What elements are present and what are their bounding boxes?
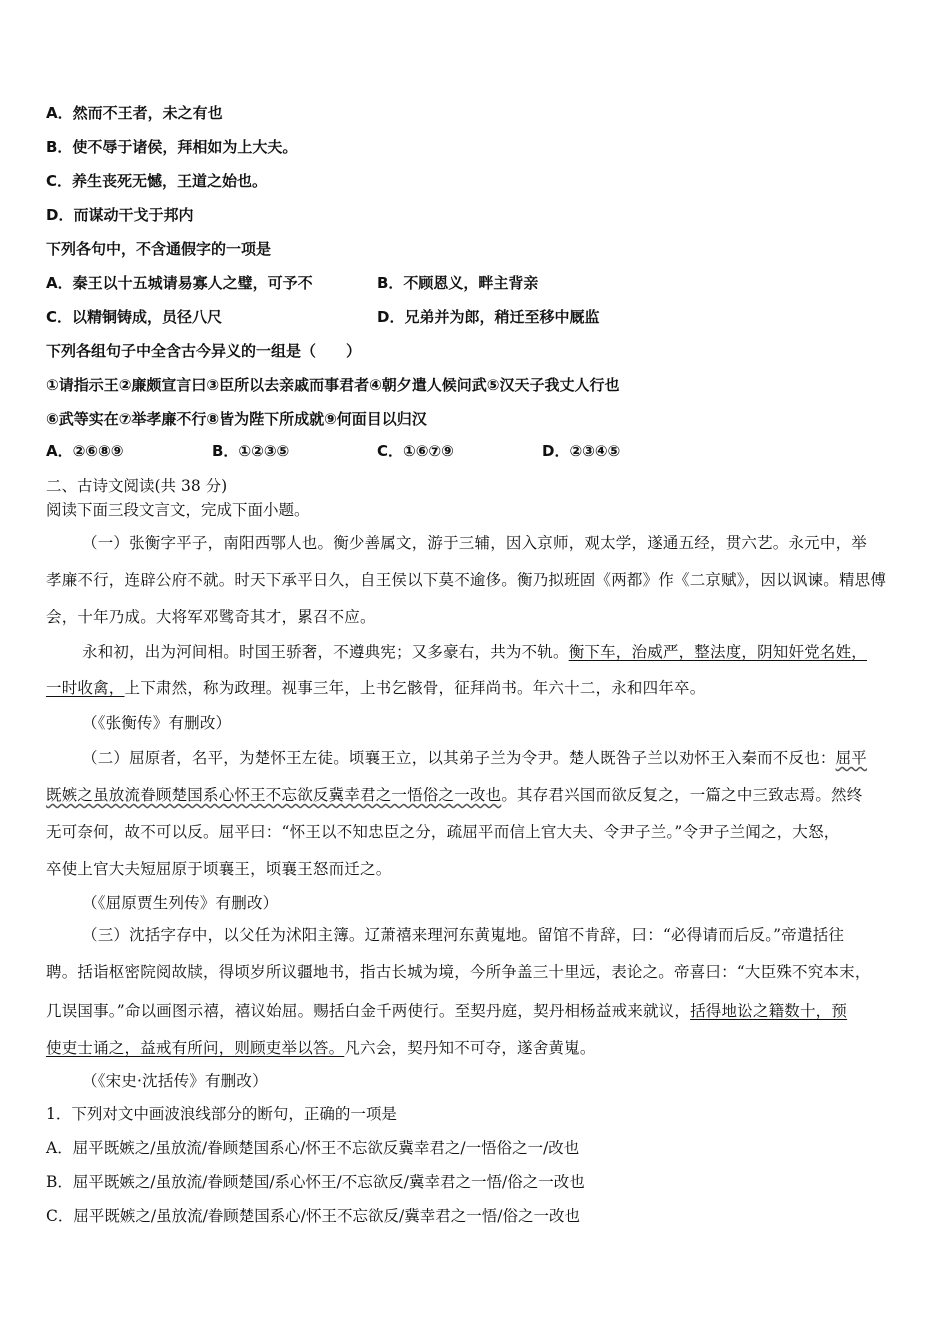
passage3-source: （《宋史·沈括传》有删改）: [82, 1072, 268, 1090]
section-title: 二、古诗文阅读(共 38 分): [46, 477, 228, 495]
section-intro: 阅读下面三段文言文，完成下面小题。: [46, 501, 310, 519]
passage1-source: （《张衡传》有删改）: [82, 714, 232, 732]
gujin-stem: 下列各组句子中全含古今异义的一组是（ ）: [46, 342, 362, 360]
gujin-option-a: A．②⑥⑧⑨: [46, 442, 124, 460]
passage1-underlined-part1: 衡下车，治威严，整法度，阴知奸党名姓，: [568, 643, 868, 661]
passage3-underlined-part2: 使吏士诵之，益戒有所问，则顾吏举以答。: [46, 1039, 345, 1057]
gujin-option-d: D．②③④⑤: [542, 442, 621, 460]
question1-option-c: C．屈平既嫉之/虽放流/眷顾楚国系心/怀王不忘欲反/冀幸君之一悟/俗之一改也: [46, 1207, 580, 1225]
passage2-line2: [46, 785, 862, 805]
passage2-wavy-part2: 既嫉之虽放流眷顾楚国系心怀王不忘欲反冀幸君之一悟俗之一改也: [46, 786, 502, 804]
question1-option-b: B．屈平既嫉之/虽放流/眷顾楚国/系心怀王/不忘欲反/冀幸君之一悟/俗之一改也: [46, 1173, 585, 1191]
passage2-source: （《屈原贾生列传》有删改）: [82, 894, 279, 912]
passage3-line4: [46, 1038, 596, 1058]
tongjia-stem: 下列各句中，不含通假字的一项是: [46, 240, 272, 258]
gujin-option-c: C．①⑥⑦⑨: [377, 442, 454, 460]
passage2-line1: [82, 748, 867, 768]
prev-option-b: B．使不辱于诸侯，拜相如为上大夫。: [46, 138, 298, 156]
tongjia-row-2: [46, 307, 600, 327]
passage3-line3-text: 几误国事。”命以画图示禧，禧议始屈。赐括白金千两使行。至契丹庭，契丹相杨益戒来就议，: [46, 1002, 691, 1020]
prev-option-d: D．而谋动干戈于邦内: [46, 206, 194, 224]
passage2-line3: 无可奈何，故不可以反。屈平曰：“怀王以不知忠臣之分，疏屈平而信上官大夫、令尹子兰。”令尹子兰闻之，大怒，: [46, 823, 840, 841]
passage3-underlined-part1: 括得地讼之籍数十，预: [690, 1002, 848, 1020]
prev-option-a: A．然而不王者，未之有也: [46, 104, 223, 122]
gujin-sentences-1: ①请指示王②廉颇宣言曰③臣所以去亲戚而事君者④朝夕遣人候问武⑤汉天子我丈人行也: [46, 376, 620, 394]
gujin-option-b: B．①②③⑤: [212, 442, 290, 460]
passage1-line4-text: 永和初，出为河间相。时国王骄奢，不遵典宪；又多豪右，共为不轨。: [82, 643, 569, 661]
question1-stem: 1．下列对文中画波浪线部分的断句，正确的一项是: [46, 1105, 397, 1123]
passage2-line1-text: （二）屈原者，名平，为楚怀王左徒。顷襄王立，以其弟子兰为令尹。楚人既咎子兰以劝怀王入秦而不反也：: [82, 749, 836, 767]
passage1-line2: 孝廉不行，连辟公府不就。时天下承平日久，自王侯以下莫不逾侈。衡乃拟班固《两都》作《二京赋》，因以讽谏。精思傅: [46, 571, 887, 589]
passage2-line4: 卒使上官大夫短屈原于顷襄王，顷襄王怒而迁之。: [46, 860, 392, 878]
tongjia-option-b: B．不顾恩义，畔主背亲: [377, 274, 539, 292]
passage3-line1: （三）沈括字存中，以父任为沭阳主簿。辽萧禧来理河东黄嵬地。留馆不肯辞，曰：“必得请而后反。”帝遣括往: [82, 926, 845, 944]
passage2-line2-text: 。其存君兴国而欲反复之，一篇之中三致志焉。然终: [501, 786, 863, 804]
prev-option-c: C．养生丧死无憾，王道之始也。: [46, 172, 268, 190]
passage3-line3: [46, 1001, 847, 1021]
passage1-line3: 会，十年乃成。大将军邓骘奇其才，累召不应。: [46, 608, 376, 626]
passage3-line4-text: 凡六会，契丹知不可夺，遂舍黄嵬。: [344, 1039, 596, 1057]
question1-option-a: A．屈平既嫉之/虽放流/眷顾楚国系心/怀王不忘欲反冀幸君之/一悟俗之一/改也: [46, 1139, 580, 1157]
tongjia-option-c: C．以精铜铸成，员径八尺: [46, 308, 223, 326]
passage3-line2: 聘。括诣枢密院阅故牍，得顷岁所议疆地书，指古长城为境，今所争盖三十里远，表论之。帝喜曰：“大臣殊不究本末，: [46, 963, 871, 981]
gujin-options: [46, 441, 621, 461]
tongjia-option-d: D．兄弟并为郎，稍迁至移中厩监: [377, 308, 600, 326]
tongjia-option-a: A．秦王以十五城请易寡人之璧，可予不: [46, 274, 313, 292]
passage1-line5-text: 上下肃然，称为政理。视事三年，上书乞骸骨，征拜尚书。年六十二，永和四年卒。: [124, 679, 706, 697]
gujin-sentences-2: ⑥武等实在⑦举孝廉不行⑧皆为陛下所成就⑨何面目以归汉: [46, 410, 427, 428]
passage1-line5: [46, 678, 705, 698]
passage2-wavy-part1: 屈平: [835, 749, 868, 767]
passage1-line4: [82, 642, 867, 662]
passage1-line1: （一）张衡字平子，南阳西鄂人也。衡少善属文，游于三辅，因入京师，观太学，遂通五经，贯六艺。永元中，举: [82, 534, 868, 552]
passage1-underlined-part2: 一时收禽，: [46, 679, 125, 697]
tongjia-row-1: [46, 273, 539, 293]
